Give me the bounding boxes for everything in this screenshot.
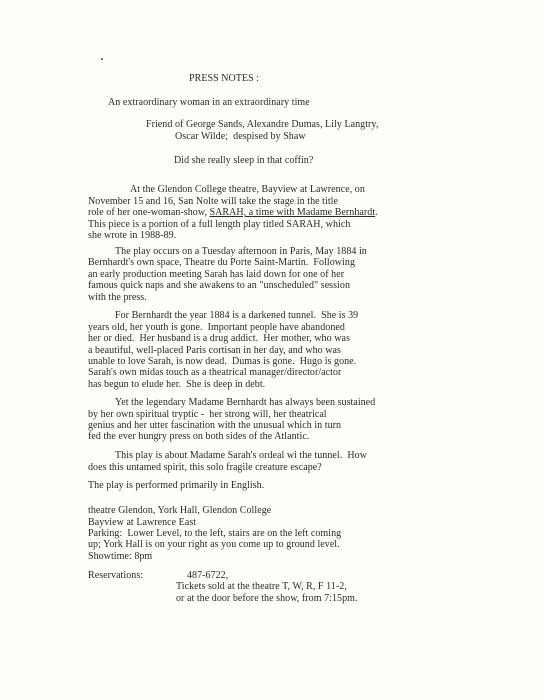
play-title: SARAH, a time with Madame Bernhardt (209, 207, 376, 218)
question-line: Did she really sleep in that coffin? (174, 155, 314, 166)
tagline: An extraordinary woman in an extraordinary time (108, 97, 310, 108)
tickets-line: or at the door before the show, from 7:15pm. (176, 593, 358, 604)
press-notes-heading: PRESS NOTES : (189, 73, 260, 84)
parking-line: Parking: Lower Level, to the left, stairs are on the left coming (88, 528, 342, 539)
p2-line: Bernhardt's own space, Theatre du Porte Saint-Martin. Following (88, 257, 355, 268)
p4-line: fed the ever hungry press on both sides of the Atlantic. (88, 431, 310, 442)
p1-line: This piece is a portion of a full length play titled SARAH, which (88, 219, 351, 230)
language-note: The play is performed primarily in English. (88, 480, 265, 491)
reservations-label: Reservations: (88, 570, 144, 581)
showtime-line: Showtime: 8pm (88, 551, 153, 562)
p5-line: This play is about Madame Sarah's ordeal wi the tunnel. How (115, 450, 367, 461)
p1-line: November 15 and 16, San Nolte will take the stage in the title (88, 196, 338, 207)
p3-line: unable to love Sarah, is now dead. Dumas is gone. Hugo is gone. (88, 356, 357, 367)
venue-line: theatre Glendon, York Hall, Glendon College (88, 505, 272, 516)
p5-line: does this untamed spirit, this solo fragile creature escape? (88, 462, 322, 473)
p3-line: Sarah's own midas touch as a theatrical manager/director/actor (88, 367, 342, 378)
p4-line: by her own spiritual tryptic - her strong will, her theatrical (88, 409, 327, 420)
scan-speck (101, 58, 103, 60)
p4-line: Yet the legendary Madame Bernhardt has always been sustained (115, 397, 376, 408)
p3-line: her or died. Her husband is a drug addict. Her mother, who was (88, 333, 350, 344)
p3-line: years old, her youth is gone. Important people have abandoned (88, 322, 345, 333)
p1-line (88, 207, 378, 219)
p2-line: famous quick naps and she awakens to an "unscheduled" session (88, 280, 350, 291)
p2-line: with the press. (88, 292, 147, 303)
p1-line: she wrote in 1988-89. (88, 230, 177, 241)
p3-line: For Bernhardt the year 1884 is a darkened tunnel. She is 39 (115, 310, 359, 321)
p3-line: has begun to elude her. She is deep in debt. (88, 379, 266, 390)
p1-line: At the Glendon College theatre, Bayview at Lawrence, on (130, 184, 365, 195)
venue-line: Bayview at Lawrence East (88, 517, 197, 528)
reservations-phone: 487-6722, (187, 570, 229, 581)
friends-line-1: Friend of George Sands, Alexandre Dumas, Lily Langtry, (146, 119, 379, 130)
p2-line: an early production meeting Sarah has laid down for one of her (88, 269, 345, 280)
p1-text: . (375, 207, 378, 218)
p4-line: genius and her utter fascination with the unusual which in turn (88, 420, 342, 431)
p2-line: The play occurs on a Tuesday afternoon in Paris, May 1884 in (115, 246, 367, 257)
p1-text: role of her one-woman-show, (88, 207, 210, 218)
p3-line: a beautiful, well-placed Paris cortisan in her day, and who was (88, 345, 341, 356)
tickets-line: Tickets sold at the theatre T, W, R, F 11-2, (176, 581, 347, 592)
parking-line: up; York Hall is on your right as you come up to ground level. (88, 539, 340, 550)
friends-line-2: Oscar Wilde; despised by Shaw (175, 131, 306, 142)
